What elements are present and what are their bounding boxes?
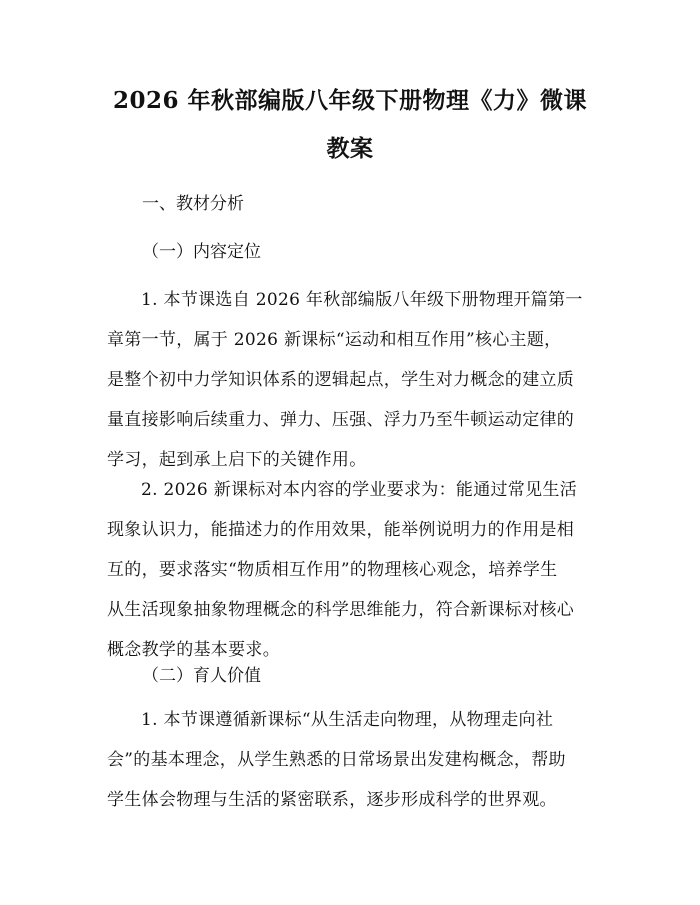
paragraph-line: 概念教学的基本要求。 [107,640,280,660]
paragraph-content-positioning-2 [107,470,595,670]
paragraph-line: 从生活现象抽象物理概念的科学思维能力，符合新课标对核心 [107,600,575,620]
subsection-heading-content-positioning: （一）内容定位 [142,242,261,262]
document-title-line-2: 教案 [326,135,374,162]
paragraph-line: 学习，起到承上启下的关键作用。 [107,450,367,470]
paragraph-line: 现象认识力，能描述力的作用效果，能举例说明力的作用是相 [107,520,575,540]
paragraph-line: 1. 本节课遵循新课标“从生活走向物理，从物理走向社 [141,710,554,730]
subsection-heading-educational-value: （二）育人价值 [142,666,261,686]
section-heading-materials-analysis: 一、教材分析 [142,194,244,214]
paragraph-line: 互的，要求落实“物质相互作用”的物理核心观念，培养学生 [107,560,558,580]
paragraph-line: 1. 本节课选自 2026 年秋部编版八年级下册物理开篇第一 [141,290,583,310]
paragraph-line: 量直接影响后续重力、弹力、压强、浮力乃至牛顿运动定律的 [107,410,575,430]
document-title-line-1: 2026 年秋部编版八年级下册物理《力》微课 [112,87,588,114]
paragraph-line: 学生体会物理与生活的紧密联系，逐步形成科学的世界观。 [107,790,557,810]
paragraph-line: 2. 2026 新课标对本内容的学业要求为：能通过常见生活 [141,480,577,500]
paragraph-line: 是整个初中力学知识体系的逻辑起点，学生对力概念的建立质 [107,370,575,390]
paragraph-line: 会”的基本理念，从学生熟悉的日常场景出发建构概念，帮助 [107,750,566,770]
paragraph-line: 章第一节，属于 2026 新课标“运动和相互作用”核心主题， [107,330,562,350]
paragraph-educational-value-1 [107,700,595,820]
paragraph-content-positioning-1 [107,280,595,480]
